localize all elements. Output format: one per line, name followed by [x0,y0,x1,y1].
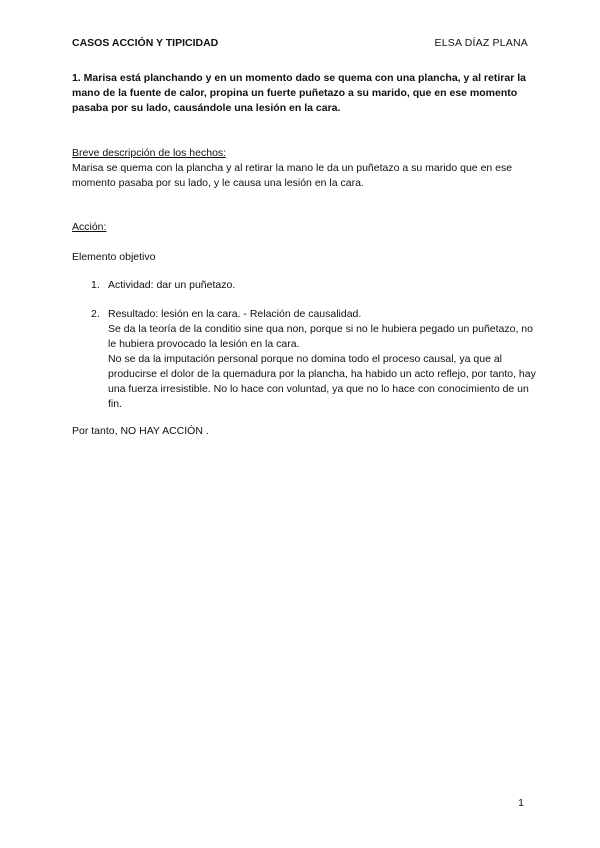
list-paragraph-imputacion: No se da la imputación personal porque no domina todo el proceso causal, ya que al producirse el dolor de la quemadura por la plancha, ha habido un acto reflejo, por tanto, hay una fuerza irresistible. No lo hace con voluntad, ya que no lo hace con conocimiento de un fin. [108,353,536,410]
page-number: 1 [518,797,524,809]
list-text: Resultado: lesión en la cara. - Relación de causalidad. [108,308,362,320]
list-item-body [108,307,538,412]
list-number: 1. [91,279,100,291]
accion-heading: Acción: [72,221,107,233]
description-text: Marisa se quema con la plancha y al retirar la mano le da un puñetazo a su marido que en ese momento pasaba por su lado, y le causa una lesión en la cara. [72,162,513,189]
element-label: Elemento objetivo [72,251,156,263]
description-heading: Breve descripción de los hechos: [72,147,227,159]
header-title: CASOS ACCIÓN Y TIPICIDAD [72,37,219,49]
conclusion-text: Por tanto, NO HAY ACCIÓN . [72,425,209,437]
list-number: 2. [91,308,100,320]
list-paragraph-conditio: Se da la teoría de la conditio sine qua non, porque si no le hubiera pegado un puñetazo, no le hubiera provocado la lesión en la cara. [108,323,533,350]
header-author: ELSA DÍAZ PLANA [434,37,528,49]
list-text: Actividad: dar un puñetazo. [108,279,236,291]
case-question: 1. Marisa está planchando y en un momento dado se quema con una plancha, y al retirar la mano de la fuente de calor, propina un fuerte puñetazo a su marido, que en ese momento pasaba por su lado, causándole una lesión en la cara. [72,72,526,114]
